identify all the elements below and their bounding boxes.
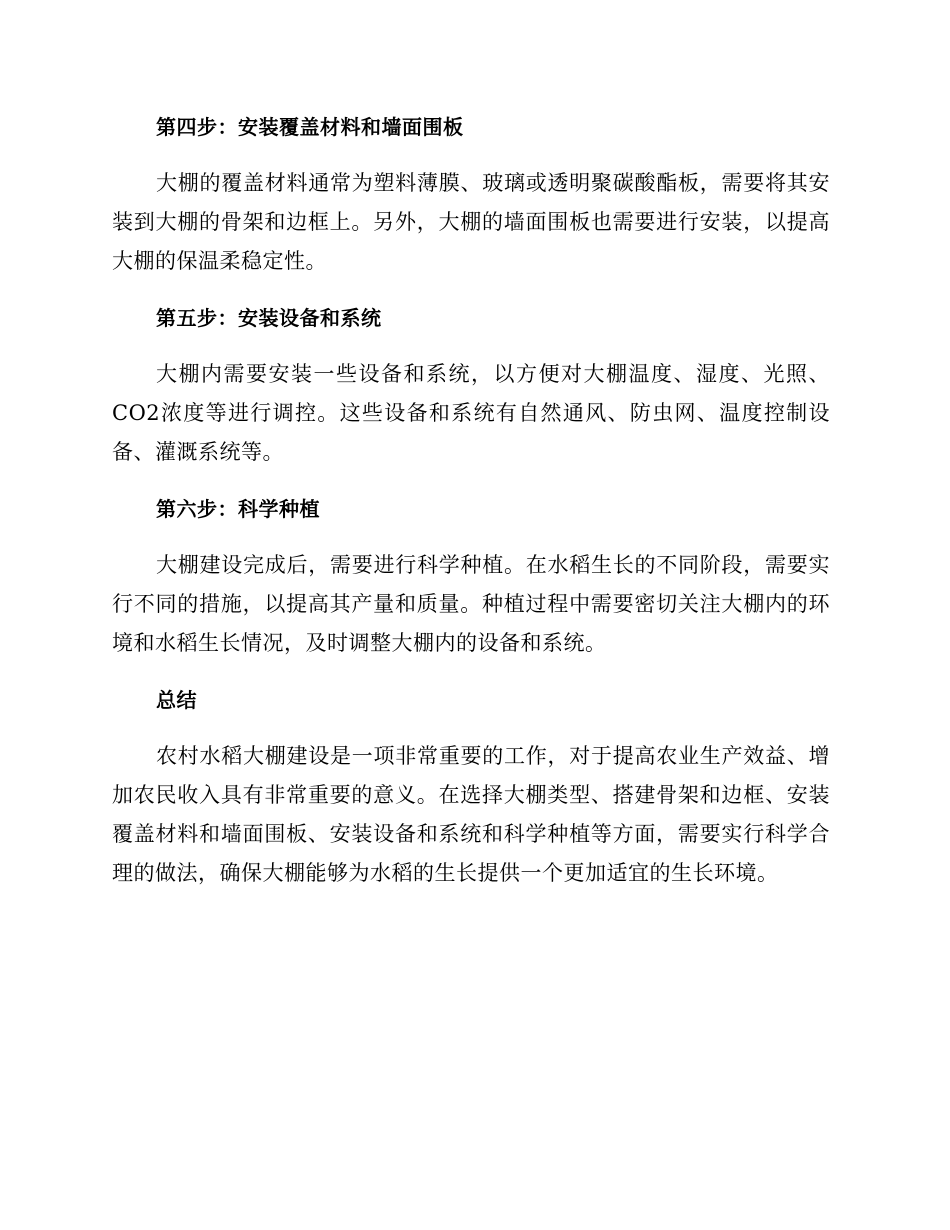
section-paragraph-summary: 农村水稻大棚建设是一项非常重要的工作，对于提高农业生产效益、增加农民收入具有非常重要的意义。在选择大棚类型、搭建骨架和边框、安装覆盖材料和墙面围板、安装设备和系统和科学种植等方面，需要实行科学合理的做法，确保大棚能够为水稻的生长提供一个更加适宜的生长环境。 bbox=[112, 744, 830, 885]
section-paragraph-step-four: 大棚的覆盖材料通常为塑料薄膜、玻璃或透明聚碳酸酯板，需要将其安装到大棚的骨架和边框上。另外，大棚的墙面围板也需要进行安装，以提高大棚的保温柔稳定性。 bbox=[112, 171, 830, 273]
section-paragraph-step-five: 大棚内需要安装一些设备和系统，以方便对大棚温度、湿度、光照、CO2浓度等进行调控。这些设备和系统有自然通风、防虫网、温度控制设备、灌溉系统等。 bbox=[112, 362, 830, 464]
section-heading-step-five: 第五步：安装设备和系统 bbox=[156, 306, 382, 330]
section-paragraph-step-six: 大棚建设完成后，需要进行科学种植。在水稻生长的不同阶段，需要实行不同的措施，以提高其产量和质量。种植过程中需要密切关注大棚内的环境和水稻生长情况，及时调整大棚内的设备和系统。 bbox=[112, 553, 830, 655]
section-heading-summary: 总结 bbox=[156, 688, 197, 712]
section-heading-step-six: 第六步：科学种植 bbox=[156, 497, 320, 521]
section-heading-step-four: 第四步：安装覆盖材料和墙面围板 bbox=[156, 115, 464, 139]
document-body bbox=[112, 108, 830, 893]
